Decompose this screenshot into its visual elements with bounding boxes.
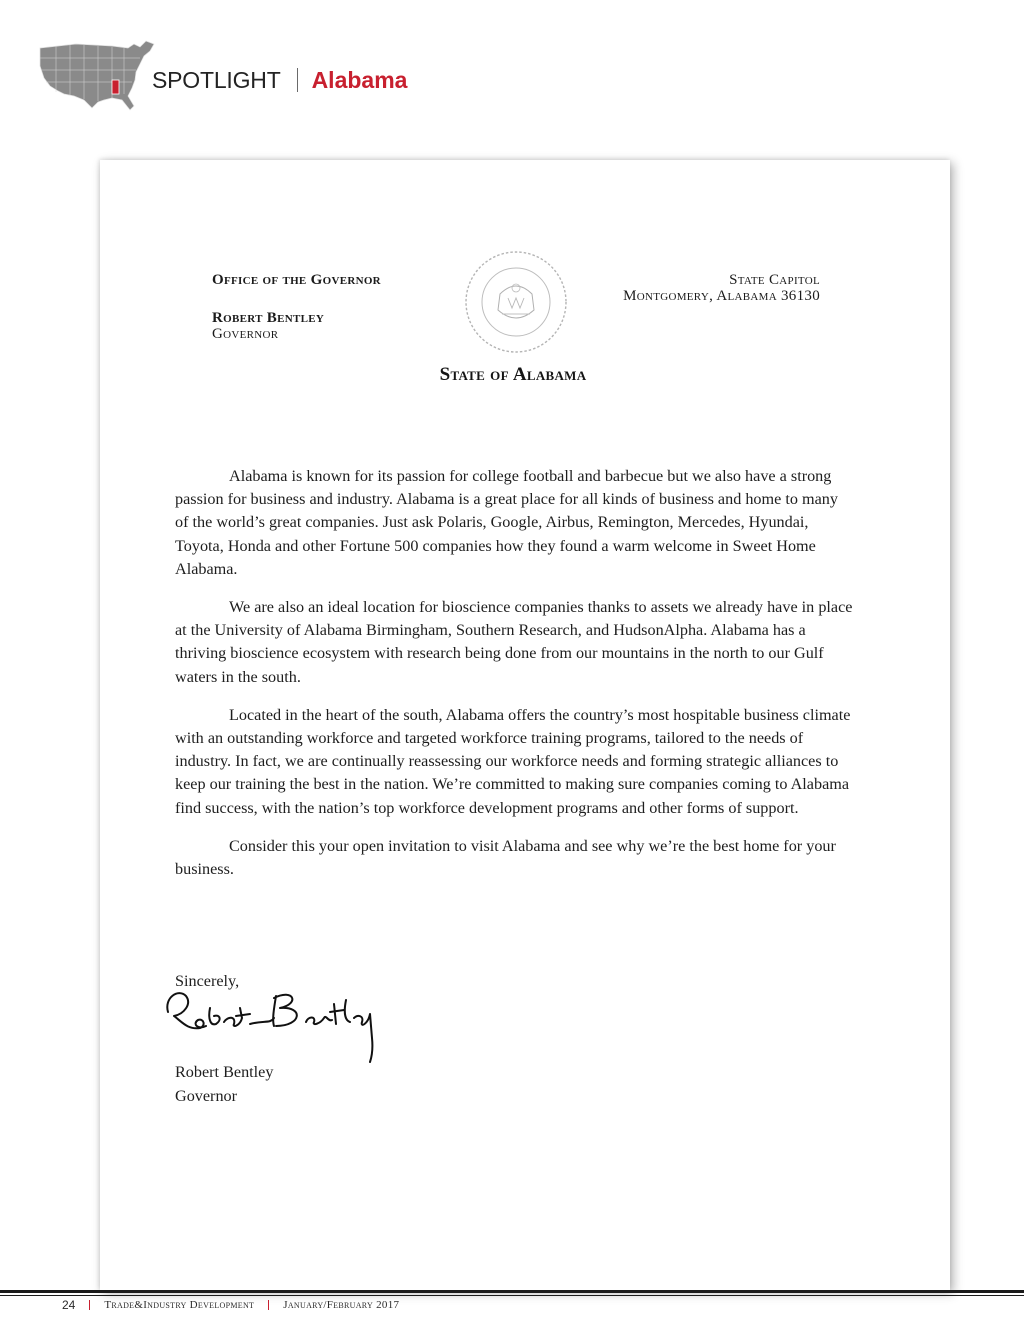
address-line-2: Montgomery, Alabama 36130 xyxy=(623,288,820,304)
signatory-title: Governor xyxy=(175,1087,238,1105)
footer-rule xyxy=(0,1290,1024,1293)
governor-letter xyxy=(100,160,950,1290)
address-line-1: State Capitol xyxy=(729,272,820,288)
paragraph: Located in the heart of the south, Alabama offers the country’s most hospitable business climate with an outstanding workforce and targeted workforce training programs, tailored to the needs of industry. In fact, we are continually reassessing our workforce needs and forming strategic alliances to keep our training the best in the nation. We’re committed to making sure companies coming to Alabama find success, with the nation’s top workforce development programs and other forms of support. xyxy=(175,705,851,817)
letterhead-right xyxy=(623,272,820,304)
signatory-name: Robert Bentley xyxy=(175,1063,274,1081)
publication-name: Trade&Industry Development xyxy=(104,1299,255,1311)
footer-divider xyxy=(268,1300,269,1310)
us-map-icon xyxy=(36,36,158,116)
state-of-alabama-title: State of Alabama xyxy=(439,364,587,385)
paragraph: Consider this your open invitation to visit Alabama and see why we’re the best home for your business. xyxy=(175,836,836,879)
paragraph: We are also an ideal location for bioscience companies thanks to assets we already have in place at the University of Alabama Birmingham, Southern Research, and HudsonAlpha. Alabama has a thriving bioscience ecosystem with research being done from our mountains in the north to our Gulf waters in the south. xyxy=(175,598,853,686)
issue-date: January/February 2017 xyxy=(283,1299,400,1311)
state-name: Alabama xyxy=(311,66,408,93)
great-seal-icon xyxy=(462,248,570,356)
page-number: 24 xyxy=(62,1298,76,1312)
governor-title: Governor xyxy=(212,326,279,342)
title-divider xyxy=(297,68,298,92)
spotlight-label: SPOTLIGHT xyxy=(152,66,281,93)
office-title: Office of the Governor xyxy=(212,272,381,288)
letterhead-left xyxy=(212,272,381,342)
paragraph: Alabama is known for its passion for college football and barbecue but we also have a strong passion for business and industry. Alabama is a great place for all kinds of business and home to many of the world’s great companies. Just ask Polaris, Google, Airbus, Remington, Mercedes, Hyundai, Toyota, Honda and other Fortune 500 companies how they found a warm welcome in Sweet Home Alabama. xyxy=(175,467,838,578)
governor-name: Robert Bentley xyxy=(212,310,325,326)
handwritten-signature xyxy=(154,978,404,1073)
footer-divider xyxy=(89,1300,90,1310)
salutation: Sincerely, xyxy=(175,972,240,990)
letter-body xyxy=(175,465,853,896)
page-footer xyxy=(62,1297,399,1313)
section-title xyxy=(152,64,407,96)
signatory xyxy=(175,1060,273,1108)
footer-rule-thin xyxy=(0,1295,1024,1296)
